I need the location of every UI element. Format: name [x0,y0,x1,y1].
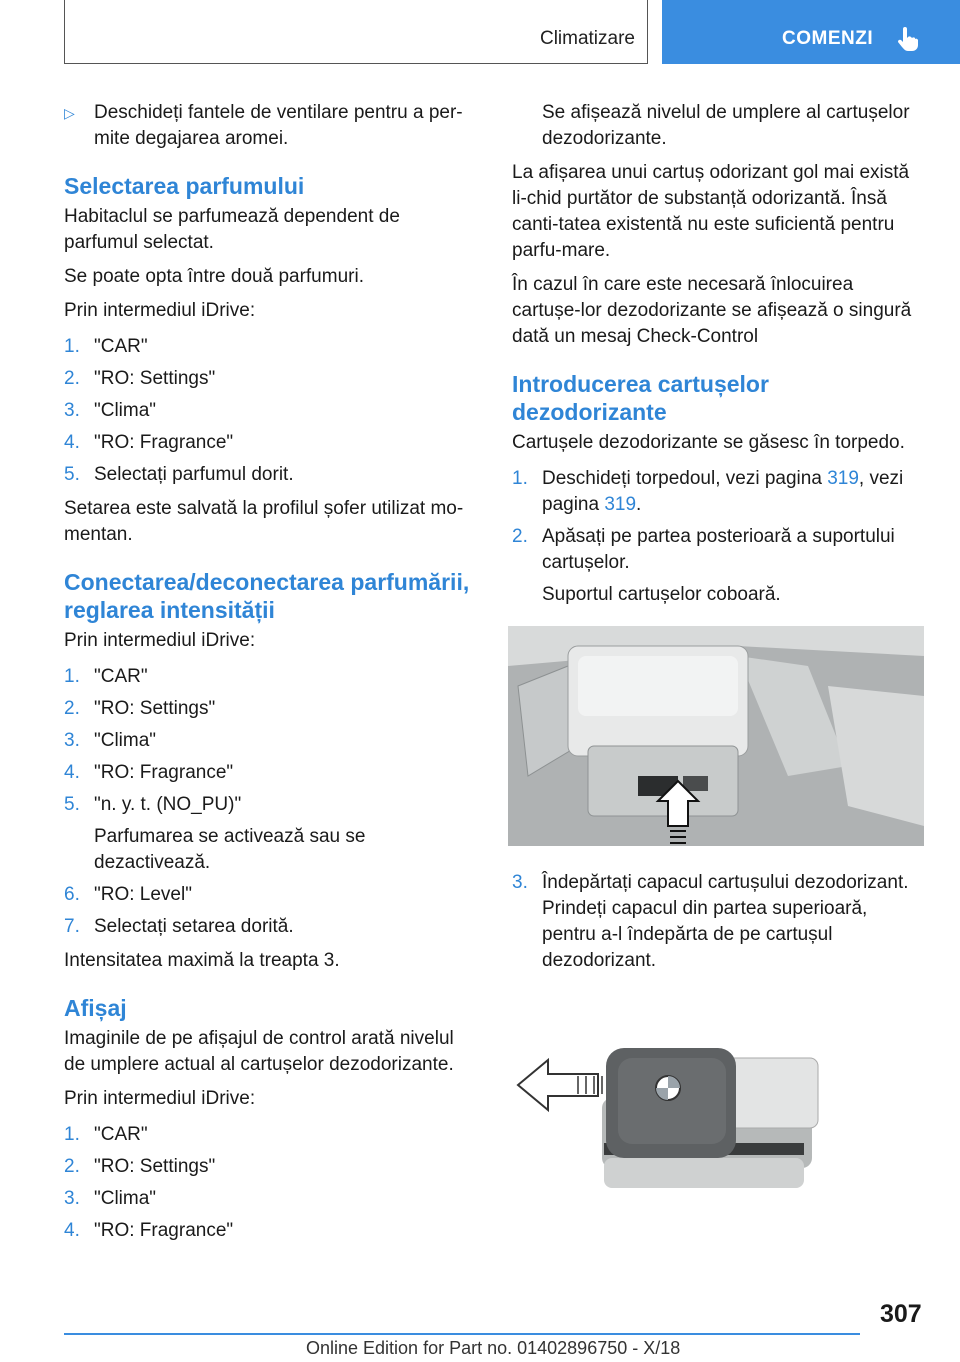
paragraph: Imaginile de pe afișajul de control arată nivelul de umplere actual al cartușelor dezodorizante. [64,1028,454,1075]
page-link[interactable]: 319 [604,494,637,515]
step-text: "RO: Fragrance" [94,432,234,453]
list-item: 2. "RO: Settings" [64,1154,479,1180]
touch-hand-icon [894,26,920,52]
list-item: 1. "CAR" [64,664,479,690]
list-item: 1. "CAR" [64,1122,479,1148]
right-column [512,100,924,1216]
heading-select-fragrance: Selectarea parfumului [64,173,305,199]
paragraph: Cartușele dezodorizante se găsesc în torpedo. [512,432,905,453]
list-item: 5. "n. y. t. (NO_PU)" [64,792,479,818]
steps-list-3 [64,1122,479,1244]
step-text: "RO: Settings" [94,698,216,719]
step-text: "CAR" [94,1124,148,1145]
page-link[interactable]: 319 [827,468,859,489]
list-item: 1. "CAR" [64,334,479,360]
step-text: Selectați setarea dorită. [94,916,294,937]
heading-connect-fragrance: Conectarea/deconectarea parfumării, reglarea intensității [64,569,470,623]
step-text: Apăsați pe partea posterioară a suportului cartușelor. [542,526,895,573]
list-item: 3. "Clima" [64,728,479,754]
list-item: 5. Selectați parfumul dorit. [64,462,479,488]
list-item: 3. "Clima" [64,1186,479,1212]
list-item: 3. "Clima" [64,398,479,424]
steps-list-2 [64,664,479,940]
step-text: . [636,494,642,515]
steps-list-insert [512,466,924,608]
triangle-bullet-icon: ▷ [64,105,75,121]
step-text: "RO: Level" [94,884,192,905]
list-item: 4. "RO: Fragrance" [64,430,479,456]
list-item: 2. "RO: Settings" [64,696,479,722]
page-number: 307 [880,1300,922,1328]
left-column [64,100,479,1252]
steps-list-insert-cont [512,870,924,974]
list-item: 2. "RO: Settings" [64,366,479,392]
paragraph: Intensitatea maximă la treapta 3. [64,950,340,971]
step-text: "RO: Fragrance" [94,762,234,783]
step-text: "CAR" [94,666,148,687]
step-text: "CAR" [94,336,148,357]
paragraph: Prin intermediul iDrive: [64,1088,256,1109]
list-item: 7. Selectați setarea dorită. [64,914,479,940]
step-note: Parfumarea se activează sau se dezactivează. [94,826,366,873]
paragraph: Habitaclul se parfumează dependent de parfumul selectat. [64,206,400,253]
footer-divider [64,1333,860,1335]
step-text: "n. y. t. (NO_PU)" [94,794,242,815]
paragraph: În cazul în care este necesară înlocuirea cartușe-lor dezodorizante se afișează o singură dată un mesaj Check-Control [512,274,912,347]
list-item: 3. Îndepărtați capacul cartușului dezodorizant. Prindeți capacul din partea superioară, pentru a-l îndepărta de pe cartușul dezodorizant. [512,870,924,974]
paragraph: Prin intermediul iDrive: [64,300,256,321]
header-tab-comenzi[interactable] [662,0,960,64]
instruction-bullet [64,100,479,152]
list-item: 6. "RO: Level" [64,882,479,908]
paragraph-continued: Se afișează nivelul de umplere al cartușelor dezodorizante. [542,102,910,149]
step-text: "RO: Settings" [94,368,216,389]
intro-text: Deschideți fantele de ventilare pentru a per-mite degajarea aromei. [94,102,463,149]
step-text: "Clima" [94,1188,157,1209]
paragraph: Setarea este salvată la profilul șofer utilizat mo-mentan. [64,498,464,545]
header-section-box [64,0,648,64]
list-item: 1. Deschideți torpedoul, vezi pagina 319, vezi pagina 319. [512,468,904,515]
step-text: "RO: Settings" [94,1156,216,1177]
step-note: Suportul cartușelor coboară. [542,584,781,605]
step-text: "Clima" [94,730,157,751]
footer-edition: Online Edition for Part no. 01402896750 - X/18 [306,1338,681,1358]
list-item: 4. "RO: Fragrance" [64,760,479,786]
step-text: Selectați parfumul dorit. [94,464,294,485]
step-text: Îndepărtați capacul cartușului dezodorizant. Prindeți capacul din partea superioară, pentru a-l îndepărta de pe cartușul dezodorizant. [542,872,909,971]
paragraph: Prin intermediul iDrive: [64,630,256,651]
cartridge-cap-removal-illustration [508,1018,924,1208]
step-text: "Clima" [94,400,157,421]
step-text: , vezi pagina [542,468,904,515]
paragraph: La afișarea unui cartuș odorizant gol mai există li-chid purtător de substanță odorizantă. Însă canti-tatea existentă nu este suficientă pentru parfu-mare. [512,162,910,261]
list-item: 4. "RO: Fragrance" [64,1218,479,1244]
steps-list-1 [64,334,479,488]
section-title: Climatizare [539,28,635,49]
glovebox-cartridge-holder-illustration [508,626,924,846]
heading-insert-cartridges: Introducerea cartușelor dezodorizante [512,371,769,425]
tab-label: COMENZI [782,28,874,49]
step-text: Deschideți torpedoul, vezi pagina [542,468,828,489]
paragraph: Se poate opta între două parfumuri. [64,266,364,287]
heading-display: Afișaj [64,995,127,1021]
step-text: "RO: Fragrance" [94,1220,234,1241]
list-item: 2. Apăsați pe partea posterioară a suportului cartușelor. [512,524,924,576]
